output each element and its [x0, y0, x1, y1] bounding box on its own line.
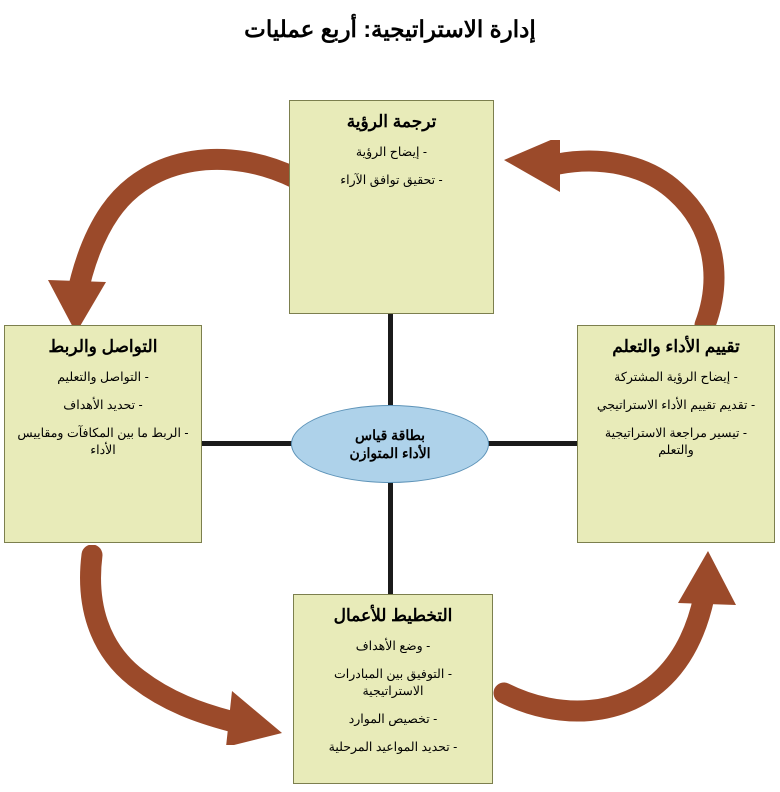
process-box-translate-vision[interactable] [289, 100, 494, 314]
connector-line-right [487, 441, 579, 446]
box-title-planning: التخطيط للأعمال [333, 606, 453, 625]
box-title-learning: تقييم الأداء والتعلم [612, 337, 740, 356]
box-item: - تحقيق توافق الآراء [340, 173, 443, 188]
box-item: - إيضاح الرؤية المشتركة [614, 370, 738, 385]
page-title: إدارة الاستراتيجية: أربع عمليات [244, 16, 536, 42]
process-box-business-planning[interactable] [293, 594, 493, 784]
center-node-line1: بطاقة قياس [355, 426, 426, 443]
box-item: - تيسير مراجعة الاستراتيجية والتعلم [604, 426, 748, 457]
connector-line-bottom [388, 481, 393, 594]
box-item: - التواصل والتعليم [57, 370, 149, 385]
box-item: - تقديم تقييم الأداء الاستراتيجي [596, 398, 756, 413]
box-item: - وضع الأهداف [355, 639, 431, 654]
box-item: - تحديد المواعيد المرحلية [328, 739, 458, 754]
box-title-communication: التواصل والربط [48, 337, 158, 356]
process-box-communication-linking[interactable] [4, 325, 202, 543]
arrow-communication-to-planning [60, 545, 310, 745]
arrow-vision-to-communication [40, 140, 300, 340]
box-item: - الربط ما بين المكافآت ومقاييس الأداء [17, 426, 189, 457]
center-node-balanced-scorecard[interactable] [291, 405, 489, 483]
process-box-performance-learning[interactable] [577, 325, 775, 543]
box-item: - تحديد الأهداف [63, 398, 143, 413]
connector-line-left [202, 441, 292, 446]
center-node-text [349, 426, 430, 462]
box-item: - تخصيص الموارد [348, 711, 438, 726]
arrow-learning-to-vision [490, 140, 745, 340]
center-node-line2: الأداء المتوازن [349, 445, 431, 461]
box-item: - إيضاح الرؤية [355, 145, 428, 160]
box-item: - التوفيق بين المبادرات الاستراتيجية [334, 667, 452, 698]
connector-line-top [388, 314, 393, 406]
arrow-planning-to-learning [490, 545, 740, 745]
box-title-vision: ترجمة الرؤية [346, 112, 437, 131]
